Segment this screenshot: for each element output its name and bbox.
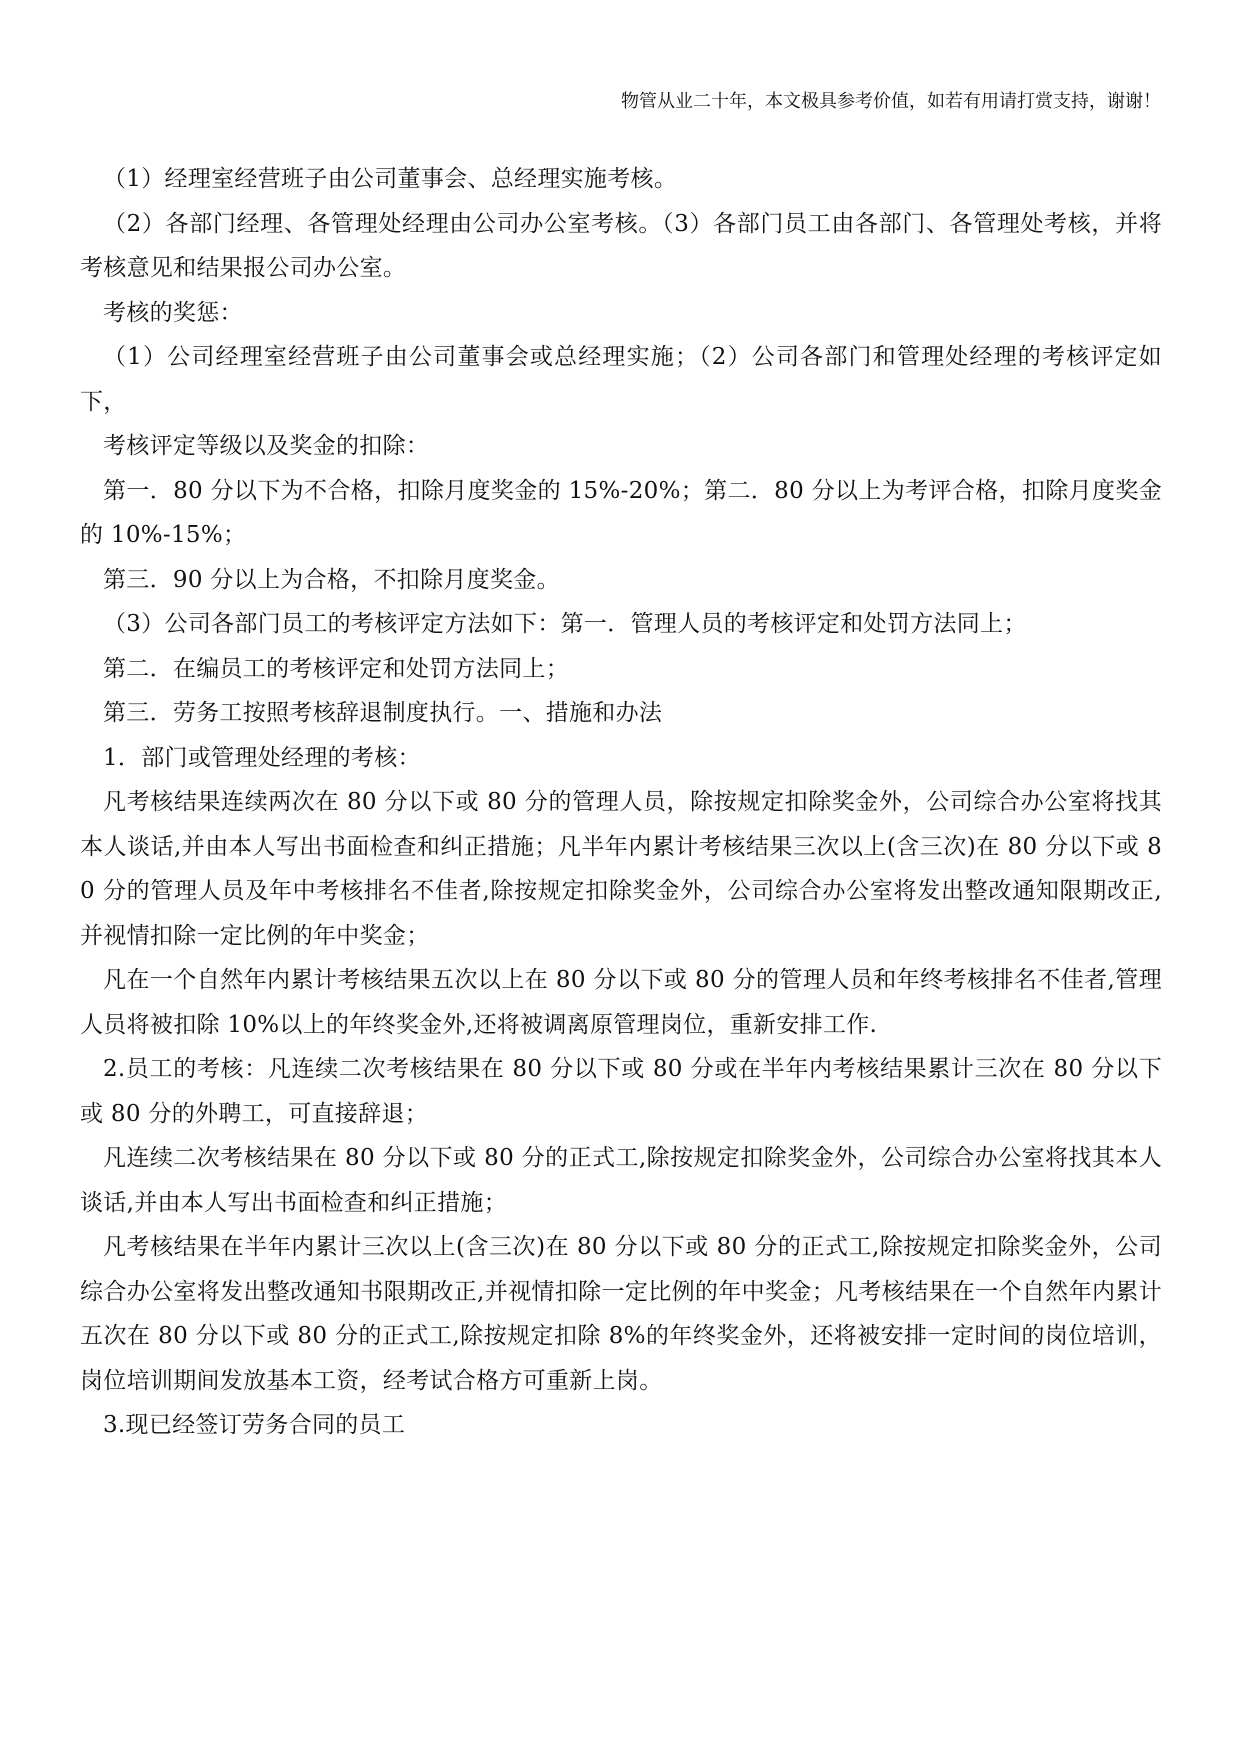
- paragraph-14: 2.员工的考核：凡连续二次考核结果在 80 分以下或 80 分或在半年内考核结果累计三次在 80 分以下或 80 分的外聘工，可直接辞退；: [80, 1056, 1162, 1127]
- paragraph-2: （2）各部门经理、各管理处经理由公司办公室考核。（3）各部门员工由各部门、各管理处考核，并将考核意见和结果报公司办公室。: [80, 210, 1162, 281]
- paragraph-11: 1．部门或管理处经理的考核：: [103, 744, 421, 771]
- paragraph-17: 3.现已经签订劳务合同的员工: [103, 1412, 406, 1438]
- paragraph-3: 考核的奖惩：: [103, 299, 243, 326]
- document-body: [80, 157, 1162, 1448]
- paragraph-4: （1）公司经理室经营班子由公司董事会或总经理实施；（2）公司各部门和管理处经理的考核评定如下，: [80, 344, 1162, 415]
- paragraph-12: 凡考核结果连续两次在 80 分以下或 80 分的管理人员，除按规定扣除奖金外，公司综合办公室将找其本人谈话,并由本人写出书面检查和纠正措施；凡半年内累计考核结果三次以上(含三次)在 80 分以下或 80 分的管理人员及年中考核排名不佳者,除按规定扣除奖金外，公司综合办公室将发出整改通知限期改正,并视情扣除一定比例的年中奖金；: [80, 789, 1162, 949]
- paragraph-15: 凡连续二次考核结果在 80 分以下或 80 分的正式工,除按规定扣除奖金外，公司综合办公室将找其本人谈话,并由本人写出书面检查和纠正措施；: [80, 1145, 1162, 1216]
- header-note: 物管从业二十年，本文极具参考价值，如若有用请打赏支持，谢谢！: [621, 91, 1161, 112]
- paragraph-7: 第三．90 分以上为合格，不扣除月度奖金。: [103, 566, 560, 593]
- paragraph-13: 凡在一个自然年内累计考核结果五次以上在 80 分以下或 80 分的管理人员和年终考核排名不佳者,管理人员将被扣除 10%以上的年终奖金外,还将被调离原管理岗位，重新安排工作.: [80, 967, 1162, 1038]
- paragraph-1: （1）经理室经营班子由公司董事会、总经理实施考核。: [103, 166, 678, 192]
- paragraph-8: （3）公司各部门员工的考核评定方法如下：第一．管理人员的考核评定和处罚方法同上；: [103, 611, 1027, 637]
- paragraph-6: 第一．80 分以下为不合格，扣除月度奖金的 15%-20%；第二．80 分以上为考评合格，扣除月度奖金的 10%-15%；: [80, 477, 1162, 548]
- paragraph-16: 凡考核结果在半年内累计三次以上(含三次)在 80 分以下或 80 分的正式工,除按规定扣除奖金外，公司综合办公室将发出整改通知书限期改正,并视情扣除一定比例的年中奖金；凡考核结果在一个自然年内累计五次在 80 分以下或 80 分的正式工,除按规定扣除 8%的年终奖金外，还将被安排一定时间的岗位培训，岗位培训期间发放基本工资，经考试合格方可重新上岗。: [80, 1234, 1162, 1394]
- paragraph-5: 考核评定等级以及奖金的扣除：: [103, 433, 430, 459]
- paragraph-9: 第二．在编员工的考核评定和处罚方法同上；: [103, 655, 569, 682]
- paragraph-10: 第三．劳务工按照考核辞退制度执行。一、措施和办法: [103, 700, 663, 726]
